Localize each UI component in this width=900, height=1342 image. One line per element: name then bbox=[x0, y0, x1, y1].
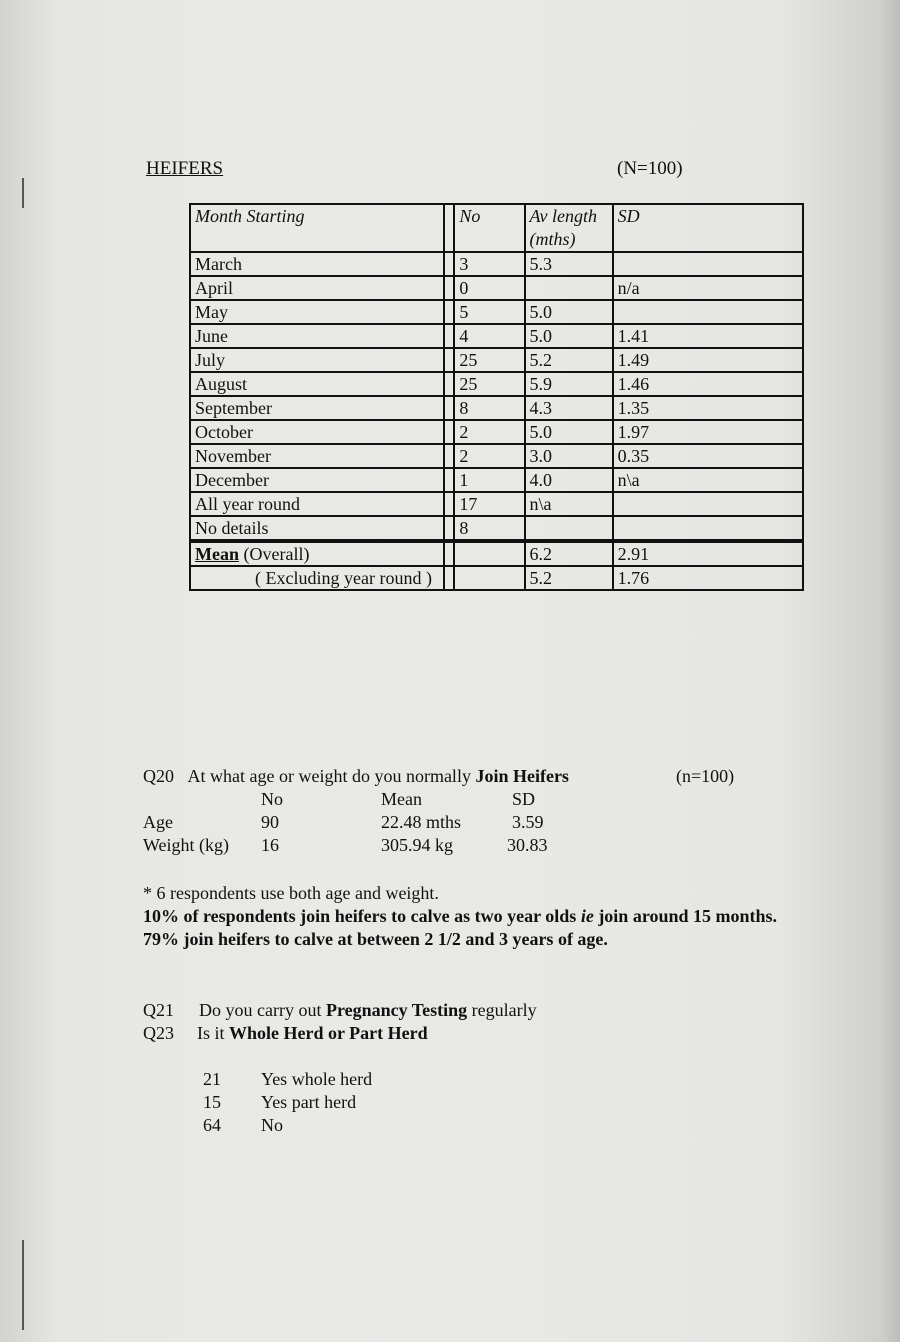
answer-label: Yes part herd bbox=[261, 1092, 357, 1112]
mean-overall-label: Mean (Overall) bbox=[190, 542, 444, 566]
table-row-mean-excluding bbox=[190, 566, 803, 590]
no-cell: 3 bbox=[454, 252, 524, 276]
no-cell: 0 bbox=[454, 276, 524, 300]
q20-row-no: 16 bbox=[261, 835, 279, 855]
q20-row-mean: 22.48 mths bbox=[381, 812, 462, 832]
av-length-cell: 5.2 bbox=[525, 348, 613, 372]
table-row bbox=[190, 396, 803, 420]
header-no: No bbox=[454, 204, 524, 252]
table-row bbox=[190, 468, 803, 492]
table-row bbox=[190, 300, 803, 324]
q20-finding-1: 10% of respondents join heifers to calve as two year olds ie join around 15 months. bbox=[143, 906, 778, 926]
av-length-cell bbox=[525, 276, 613, 300]
table-row bbox=[190, 372, 803, 396]
q20-n-label: (n=100) bbox=[676, 766, 735, 786]
q20-header-sd: SD bbox=[512, 789, 536, 809]
no-cell: 5 bbox=[454, 300, 524, 324]
av-length-cell: 5.3 bbox=[525, 252, 613, 276]
no-cell: 1 bbox=[454, 468, 524, 492]
table-row bbox=[190, 444, 803, 468]
mean-excluding-label: ( Excluding year round ) bbox=[190, 566, 444, 590]
page-edge-mark bbox=[22, 178, 24, 208]
answer-label: Yes whole herd bbox=[261, 1069, 373, 1089]
table-row bbox=[190, 492, 803, 516]
sd-cell: 0.35 bbox=[613, 444, 803, 468]
table-row-mean-overall bbox=[190, 542, 803, 566]
month-cell: All year round bbox=[190, 492, 444, 516]
sd-cell bbox=[613, 252, 803, 276]
av-length-cell: 5.0 bbox=[525, 300, 613, 324]
table-row bbox=[190, 252, 803, 276]
answer-count: 21 bbox=[203, 1069, 221, 1089]
sd-cell: 1.49 bbox=[613, 348, 803, 372]
q20-row-label: Age bbox=[143, 812, 173, 832]
month-cell: October bbox=[190, 420, 444, 444]
month-cell: November bbox=[190, 444, 444, 468]
sd-cell: 1.76 bbox=[613, 566, 803, 590]
no-cell: 8 bbox=[454, 516, 524, 540]
heifers-n-label: (N=100) bbox=[617, 158, 683, 179]
av-length-cell: 5.9 bbox=[525, 372, 613, 396]
table-row bbox=[190, 516, 803, 540]
no-cell: 25 bbox=[454, 372, 524, 396]
no-cell: 17 bbox=[454, 492, 524, 516]
av-length-cell bbox=[525, 516, 613, 540]
av-length-cell: 5.0 bbox=[525, 420, 613, 444]
q20-row-no: 90 bbox=[261, 812, 279, 832]
answer-label: No bbox=[261, 1115, 283, 1135]
av-length-cell: 3.0 bbox=[525, 444, 613, 468]
no-cell: 2 bbox=[454, 444, 524, 468]
table-header-row bbox=[190, 204, 803, 252]
heifers-heading: HEIFERS bbox=[146, 158, 224, 179]
month-cell: December bbox=[190, 468, 444, 492]
table-row bbox=[190, 348, 803, 372]
sd-cell: n/a bbox=[613, 276, 803, 300]
month-cell: May bbox=[190, 300, 444, 324]
q20-question: Q20 At what age or weight do you normally Join Heifers bbox=[143, 766, 569, 786]
av-length-cell: 5.2 bbox=[525, 566, 613, 590]
av-length-cell: 4.3 bbox=[525, 396, 613, 420]
page-edge-mark bbox=[22, 1240, 24, 1330]
sd-cell: 1.97 bbox=[613, 420, 803, 444]
av-length-cell: n\a bbox=[525, 492, 613, 516]
month-cell: March bbox=[190, 252, 444, 276]
sd-cell bbox=[613, 492, 803, 516]
table-row bbox=[190, 420, 803, 444]
table-row bbox=[190, 324, 803, 348]
q20-row-sd: 30.83 bbox=[507, 835, 548, 855]
sd-cell: 1.41 bbox=[613, 324, 803, 348]
header-sd: SD bbox=[613, 204, 803, 252]
av-length-cell: 6.2 bbox=[525, 542, 613, 566]
av-length-cell: 5.0 bbox=[525, 324, 613, 348]
month-cell: July bbox=[190, 348, 444, 372]
no-cell: 4 bbox=[454, 324, 524, 348]
answer-count: 15 bbox=[203, 1092, 221, 1112]
month-cell: September bbox=[190, 396, 444, 420]
header-av-length: Av length (mths) bbox=[525, 204, 613, 252]
header-month: Month Starting bbox=[190, 204, 444, 252]
q20-row-label: Weight (kg) bbox=[143, 835, 230, 855]
q21-question: Q21 Do you carry out Pregnancy Testing regularly bbox=[143, 1000, 537, 1020]
sd-cell bbox=[613, 300, 803, 324]
q20-footnote: * 6 respondents use both age and weight. bbox=[143, 883, 439, 903]
q23-question: Q23 Is it Whole Herd or Part Herd bbox=[143, 1023, 428, 1043]
no-cell: 8 bbox=[454, 396, 524, 420]
no-cell: 2 bbox=[454, 420, 524, 444]
sd-cell: 1.46 bbox=[613, 372, 803, 396]
month-cell: August bbox=[190, 372, 444, 396]
q20-header-no: No bbox=[261, 789, 283, 809]
av-length-cell: 4.0 bbox=[525, 468, 613, 492]
no-cell: 25 bbox=[454, 348, 524, 372]
answer-count: 64 bbox=[203, 1115, 221, 1135]
sd-cell: n\a bbox=[613, 468, 803, 492]
sd-cell bbox=[613, 516, 803, 540]
q20-row-mean: 305.94 kg bbox=[381, 835, 453, 855]
month-cell: No details bbox=[190, 516, 444, 540]
month-cell: April bbox=[190, 276, 444, 300]
table-row bbox=[190, 276, 803, 300]
q20-header-mean: Mean bbox=[381, 789, 422, 809]
q20-row-sd: 3.59 bbox=[512, 812, 544, 832]
heifers-table bbox=[189, 203, 804, 591]
q20-finding-2: 79% join heifers to calve at between 2 1/2 and 3 years of age. bbox=[143, 929, 608, 949]
month-cell: June bbox=[190, 324, 444, 348]
sd-cell: 1.35 bbox=[613, 396, 803, 420]
sd-cell: 2.91 bbox=[613, 542, 803, 566]
